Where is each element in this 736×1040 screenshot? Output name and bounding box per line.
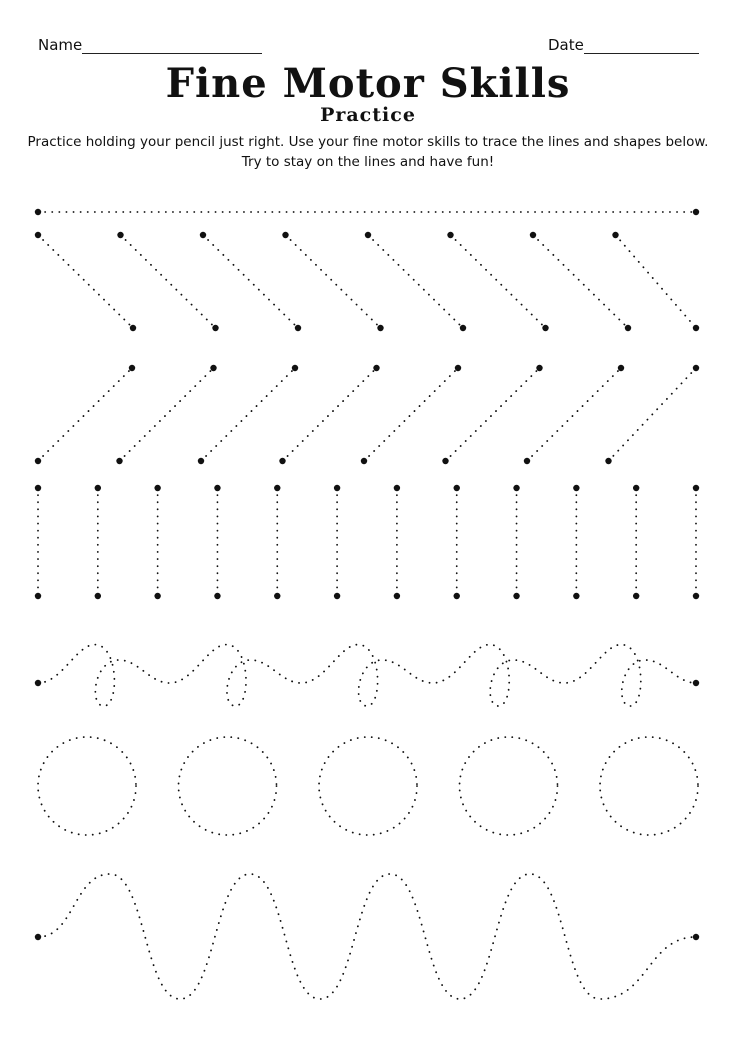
- diagonal-down-trace-line: [35, 232, 136, 331]
- vertical-trace-line: [573, 485, 579, 599]
- vertical-trace-line: [154, 485, 160, 599]
- circle-trace: [600, 737, 698, 835]
- large-wave-trace: [35, 874, 699, 999]
- diagonal-down-trace-line: [447, 232, 548, 331]
- circle-trace: [38, 737, 136, 835]
- diagonal-up-trace-line: [279, 365, 379, 464]
- loop-wave-trace: [35, 645, 699, 706]
- vertical-trace-line: [633, 485, 639, 599]
- diagonal-down-trace-line: [530, 232, 631, 331]
- diagonal-down-trace-line: [365, 232, 466, 331]
- diagonal-down-trace-line: [200, 232, 301, 331]
- diagonal-down-trace-line: [117, 232, 218, 331]
- diagonal-up-trace-line: [35, 365, 135, 464]
- instructions-line-1: Practice holding your pencil just right. Use your fine motor skills to trace the lines and shapes below.: [27, 134, 709, 150]
- vertical-trace-line: [214, 485, 220, 599]
- vertical-trace-line: [334, 485, 340, 599]
- diagonal-up-trace-line: [605, 365, 699, 464]
- vertical-trace-line: [513, 485, 519, 599]
- diagonal-up-trace-line: [524, 365, 624, 464]
- vertical-trace-line: [35, 485, 41, 599]
- instructions-line-2: Try to stay on the lines and have fun!: [241, 154, 495, 170]
- circle-trace: [460, 737, 558, 835]
- vertical-trace-line: [394, 485, 400, 599]
- vertical-trace-line: [95, 485, 101, 599]
- name-label: Name: [38, 36, 83, 54]
- vertical-trace-line: [454, 485, 460, 599]
- horizontal-trace-line: [35, 209, 699, 215]
- page-subtitle: Practice: [320, 104, 416, 126]
- diagonal-up-trace-line: [198, 365, 298, 464]
- diagonal-down-trace-line: [282, 232, 383, 331]
- diagonal-down-trace-line: [612, 232, 699, 331]
- diagonal-up-trace-line: [116, 365, 216, 464]
- page-title: Fine Motor Skills: [165, 60, 571, 107]
- circle-trace: [319, 737, 417, 835]
- circle-trace: [179, 737, 277, 835]
- date-label: Date: [548, 36, 584, 54]
- diagonal-up-trace-line: [361, 365, 461, 464]
- vertical-trace-line: [693, 485, 699, 599]
- diagonal-up-trace-line: [442, 365, 542, 464]
- vertical-trace-line: [274, 485, 280, 599]
